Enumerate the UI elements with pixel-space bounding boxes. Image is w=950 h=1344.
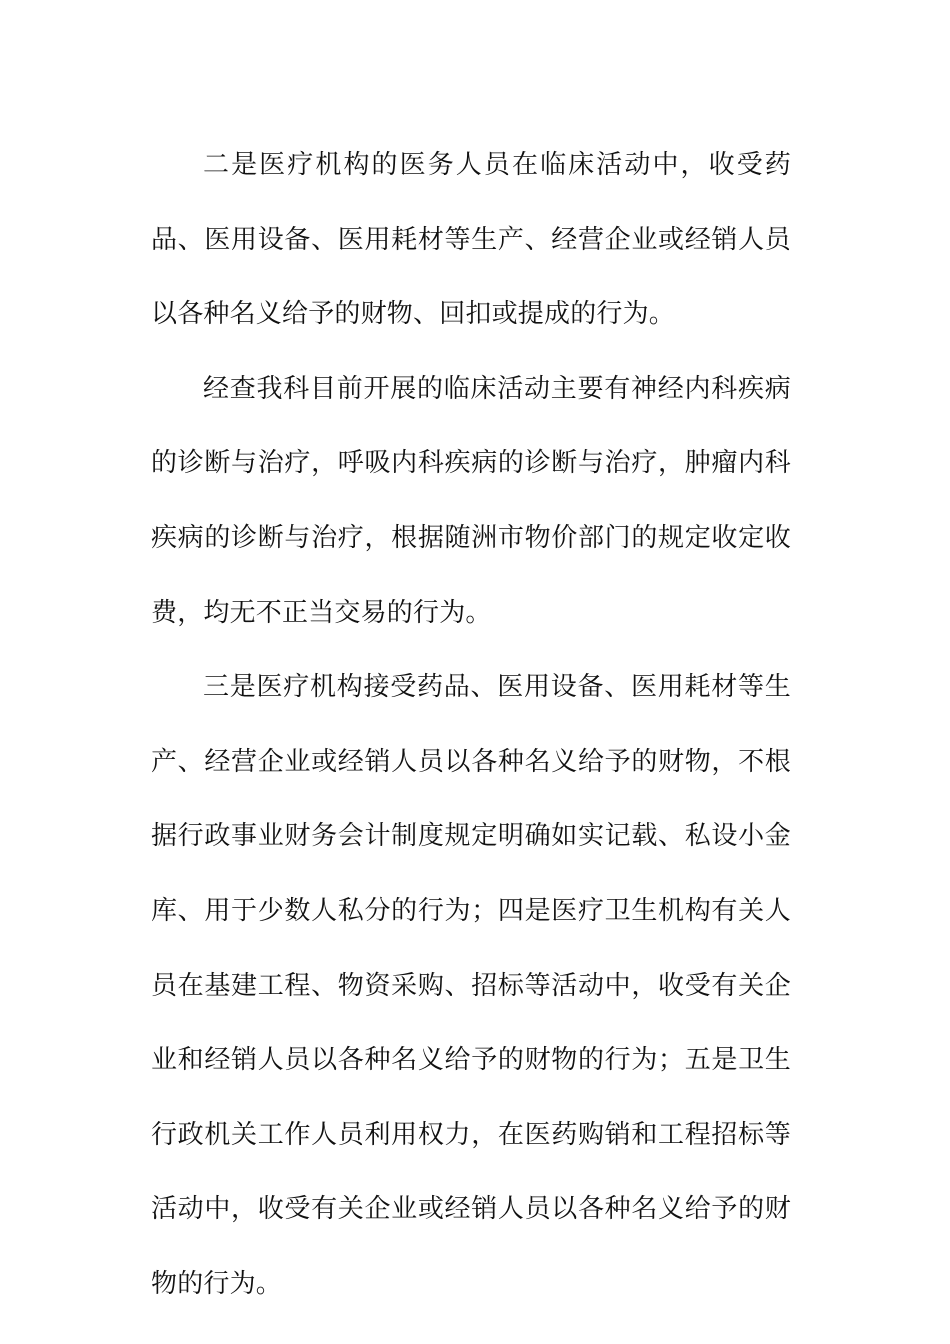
paragraph-1: 二是医疗机构的医务人员在临床活动中，收受药品、医用设备、医用耗材等生产、经营企业或经销人员以各种名义给予的财物、回扣或提成的行为。 [151,150,791,330]
paragraph-3: 三是医疗机构接受药品、医用设备、医用耗材等生产、经营企业或经销人员以各种名义给予的财物，不根据行政事业财务会计制度规定明确如实记载、私设小金库、用于少数人私分的行为；四是医疗卫生机构有关人员在基建工程、物资采购、招标等活动中，收受有关企业和经销人员以各种名义给予的财物的行为；五是卫生行政机关工作人员利用权力，在医药购销和工程招标等活动中，收受有关企业或经销人员以各种名义给予的财物的行为。 [151,672,791,1299]
paragraph-2: 经查我科目前开展的临床活动主要有神经内科疾病的诊断与治疗，呼吸内科疾病的诊断与治疗，肿瘤内科疾病的诊断与治疗，根据随洲市物价部门的规定收定收费，均无不正当交易的行为。 [151,373,791,628]
document-body [151,128,791,1322]
